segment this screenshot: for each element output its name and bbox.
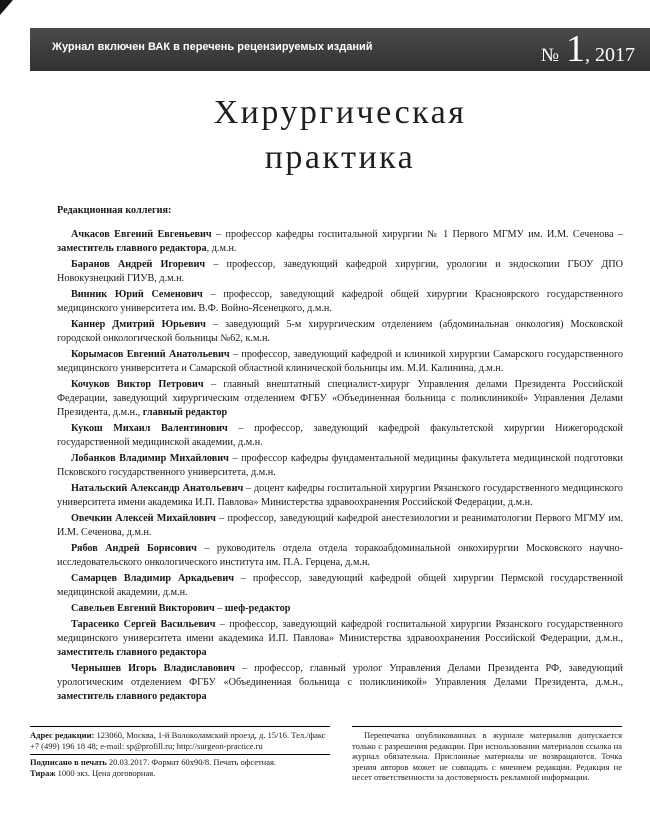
member-description: , д.м.н. xyxy=(206,243,237,254)
issue-year: , 2017 xyxy=(585,44,635,66)
editorial-member xyxy=(57,258,623,286)
member-role: главный редактор xyxy=(142,407,228,418)
editorial-member-list xyxy=(57,228,623,704)
footer-label: Адрес редакции: xyxy=(30,730,95,740)
journal-title-line1: Хирургическая xyxy=(213,94,467,131)
member-description: – xyxy=(214,603,225,614)
editorial-member xyxy=(57,542,623,570)
journal-title-line2: практика xyxy=(264,139,416,176)
footer-label: Подписано в печать xyxy=(30,757,107,768)
header-bar xyxy=(30,28,650,71)
member-role: заместитель главного редактора xyxy=(57,691,207,702)
member-role: заместитель главного редактора xyxy=(57,647,207,658)
member-description: – профессор кафедры фундаментальной медицины факультета медицинской подготовки Псковского государственного университета, д.м.н. xyxy=(57,453,623,478)
numero-sign: № xyxy=(540,45,559,66)
member-description: – профессор кафедры госпитальной хирургии № 1 Первого МГМУ им. И.М. Сеченова – xyxy=(211,229,623,240)
member-name: Кочуков Виктор Петрович xyxy=(71,379,204,390)
member-description: – главный внештатный специалист-хирург Управления делами Президента Российской Федерации, заведующий хирургическим отделением ФГБУ «Объединенная больница с поликлиникой» Управления Делами Президента, д.м.н., xyxy=(57,379,623,418)
editorial-member xyxy=(57,618,623,660)
member-name: Каннер Дмитрий Юрьевич xyxy=(71,319,206,330)
footer-text: 20.03.2017. Формат 60x90/8. Печать офсетная. xyxy=(106,757,277,768)
member-description: – профессор, главный уролог Управления Делами Президента РФ, заведующий урологическим отделением ФГБУ «Объединенная больница с поликлиникой» Управления Делами Президента, д.м.н., xyxy=(57,663,623,688)
member-name: Натальский Александр Анатольевич xyxy=(71,483,244,494)
member-name: Ачкасов Евгений Евгеньевич xyxy=(71,229,212,240)
member-name: Корымасов Евгений Анатольевич xyxy=(71,349,230,360)
member-name: Чернышев Игорь Владиславович xyxy=(71,663,235,674)
editorial-member xyxy=(57,228,623,256)
footer-text: 123060, Москва, 1-й Волоколамский проезд, д. 15/16. Тел./факс +7 (499) 196 18 48; e-mail: sp@profill.ru; http://surgeon-practice.ru xyxy=(30,730,326,751)
member-description: – профессор, заведующий кафедрой госпитальной хирургии Рязанского государственного медицинского университета имени академика И.П. Павлова» Министерства здравоохранения Российской Федерации, д.м.н., xyxy=(57,619,623,644)
footer-label: Тираж xyxy=(30,767,56,778)
editorial-member xyxy=(57,572,623,600)
member-description: – профессор, заведующий кафедрой анестезиологии и реаниматологии Первого МГМУ им. И.М. Сеченова, д.м.н. xyxy=(57,513,623,538)
member-description: – заведующий 5-м хирургическим отделением (абдоминальная онкология) Московской городской онкологической больницы №62, к.м.н. xyxy=(57,319,623,344)
issue-number: 1 xyxy=(566,28,585,70)
member-name: Кукош Михаил Валентинович xyxy=(71,423,228,434)
member-description: – профессор, заведующий кафедрой факультетской хирургии Нижегородской государственной медицинской академии, д.м.н. xyxy=(57,423,623,448)
editorial-member xyxy=(57,422,623,450)
editorial-member xyxy=(57,348,623,376)
member-name: Самарцев Владимир Аркадьевич xyxy=(71,573,234,584)
editorial-member xyxy=(57,288,623,316)
member-description: – профессор, заведующий кафедрой хирургии, урологии и эндоскопии ГБОУ ДПО Новокузнецкий ГИУВ, д.м.н. xyxy=(57,259,624,284)
member-name: Тарасенко Сергей Васильевич xyxy=(71,619,216,630)
footer-divider xyxy=(30,754,330,755)
editorial-member xyxy=(57,452,623,480)
journal-title xyxy=(57,90,623,180)
member-name: Овечкин Алексей Михайлович xyxy=(71,513,216,524)
member-description: – профессор, заведующий кафедрой общей хирургии Пермской государственной медицинской академии, д.м.н. xyxy=(57,573,623,598)
member-description: – руководитель отдела отдела торакоабдоминальной онкохирургии Московского научно-исследовательского онкологического института им. П.А. Герцена, д.м.н. xyxy=(57,543,623,568)
editorial-member xyxy=(57,318,623,346)
vak-notice: Журнал включен ВАК в перечень рецензируемых изданий xyxy=(52,40,373,53)
page-corner-artifact xyxy=(0,0,13,15)
member-name: Баранов Андрей Игоревич xyxy=(71,259,206,270)
member-name: Рябов Андрей Борисович xyxy=(71,543,197,554)
editorial-member xyxy=(57,602,623,616)
editorial-board-heading: Редакционная коллегия: xyxy=(57,205,172,216)
circulation-info xyxy=(30,768,330,779)
editorial-member xyxy=(57,482,623,510)
editorial-board-section xyxy=(57,204,623,706)
print-info xyxy=(30,757,330,768)
footer xyxy=(30,726,622,783)
reprint-notice-block xyxy=(352,726,622,783)
footer-text: 1000 экз. Цена договорная. xyxy=(55,767,156,778)
member-description: – доцент кафедры госпитальной хирургии Рязанского государственного медицинского университета имени академика И.П. Павлова» Министерства здравоохранения Российской Федерации, д.м.н. xyxy=(57,483,623,508)
editorial-member xyxy=(57,378,623,420)
editorial-member xyxy=(57,512,623,540)
editorial-address xyxy=(30,730,330,751)
member-role: шеф-редактор xyxy=(224,603,291,614)
member-name: Савельев Евгений Викторович xyxy=(71,603,215,614)
issue-label xyxy=(540,28,635,70)
reprint-notice: Перепечатка опубликованных в журнале материалов допускается только с разрешения редакции. При использовании материалов ссылка на журнал обязательна. Присланные материалы не возвращаются. Точка зрения авторов может не совпадать с мнением редакции. Редакция не несет ответственности за достоверность рекламной информации. xyxy=(352,730,622,783)
member-name: Лобанков Владимир Михайлович xyxy=(71,453,229,464)
member-name: Винник Юрий Семенович xyxy=(71,289,203,300)
member-role: заместитель главного редактора xyxy=(57,243,207,254)
editorial-member xyxy=(57,662,623,704)
member-description: – профессор, заведующий кафедрой общей хирургии Красноярского государственного медицинского университета им. В.Ф. Войно-Ясенецкого, д.м.н. xyxy=(57,289,623,314)
member-description: – профессор, заведующий кафедрой и клиникой хирургии Самарского государственного медицинского университета и Самарской областной клинической больницы им. М.И. Калинина, д.м.н. xyxy=(57,349,624,374)
footer-contact-block xyxy=(30,726,330,783)
